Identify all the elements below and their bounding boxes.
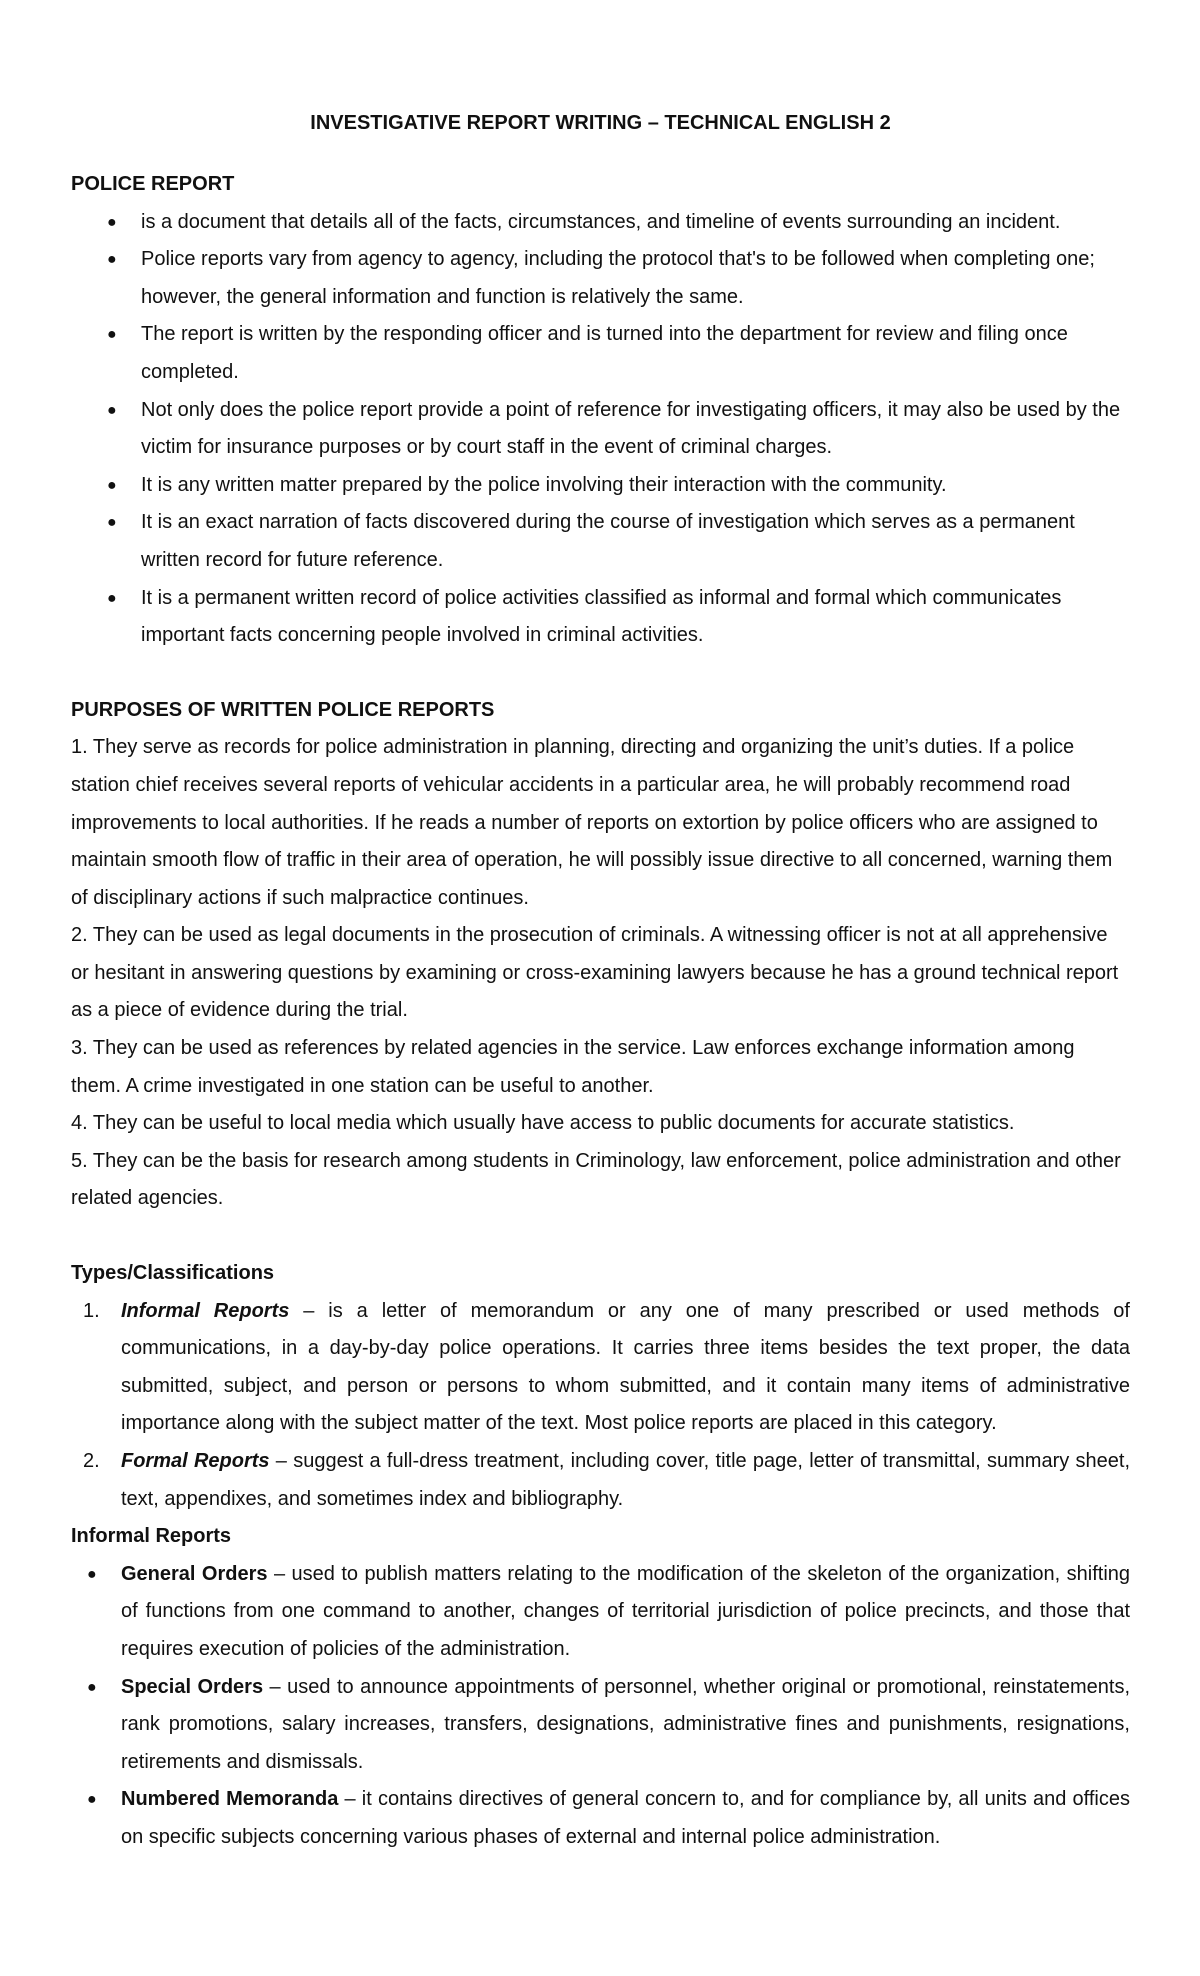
informal-reports-heading: Informal Reports [71, 1525, 232, 1548]
list-item [71, 1293, 1130, 1443]
informal-reports-section [71, 1518, 1130, 1856]
list-item [71, 1669, 1130, 1782]
bullet-icon: ● [107, 401, 117, 419]
list-item: ● It is any written matter prepared by the police involving their interaction with the community. [71, 467, 1130, 505]
purposes-section [71, 692, 1130, 1218]
police-report-section [71, 166, 1130, 655]
bullet-icon: ● [107, 514, 117, 532]
report-term: General Orders [121, 1562, 268, 1585]
section-spacer [71, 655, 1130, 692]
report-description: – used to publish matters relating to the modification of the skeleton of the organization, shifting of functions from one command to another, changes of territorial jurisdiction of police precincts, and those that requires execution of policies of the administration. [121, 1562, 1131, 1660]
report-term: Special Orders [121, 1675, 264, 1698]
bullet-icon: ● [107, 589, 117, 607]
list-item [71, 1781, 1130, 1856]
police-report-heading: POLICE REPORT [71, 173, 235, 195]
report-term: Numbered Memoranda [121, 1788, 339, 1811]
list-number: 2. [83, 1450, 100, 1472]
type-term: Informal Reports [121, 1299, 290, 1322]
purpose-item: 2. They can be used as legal documents in the prosecution of criminals. A witnessing officer is not at all apprehensive or hesitant in answering questions by examining or cross-examining lawyers because he has a ground technical report as a piece of evidence during the trial. [71, 924, 1119, 1022]
types-list [71, 1293, 1130, 1519]
purpose-item: 1. They serve as records for police administration in planning, directing and organizing the unit’s duties. If a police station chief receives several reports of vehicular accidents in a particular area, he will probably recommend road improvements to local authorities. If he reads a number of reports on extortion by police officers who are assigned to maintain smooth flow of traffic in their area of operation, he will possibly issue directive to all concerned, warning them of disciplinary actions if such malpractice continues. [71, 736, 1113, 909]
purposes-heading: PURPOSES OF WRITTEN POLICE REPORTS [71, 698, 495, 721]
bullet-icon: ● [107, 476, 117, 494]
list-item: ● It is an exact narration of facts discovered during the course of investigation which serves as a permanent written record for future reference. [71, 504, 1130, 579]
types-section [71, 1255, 1130, 1518]
list-item [71, 1556, 1130, 1669]
list-item: ● is a document that details all of the facts, circumstances, and timeline of events surrounding an incident. [71, 204, 1130, 242]
bullet-icon: ● [107, 213, 117, 231]
informal-reports-list [71, 1556, 1130, 1857]
bullet-icon: ● [107, 326, 117, 344]
bullet-icon: ● [87, 1565, 97, 1583]
type-term: Formal Reports [121, 1450, 270, 1472]
police-report-bullets [71, 204, 1130, 655]
bullet-icon: ● [87, 1678, 97, 1696]
type-description: – is a letter of memorandum or any one of many prescribed or used methods of communications, in a day-by-day police operations. It carries three items besides the text proper, the data submitted, subject, and person or persons to whom submitted, and it contain many items of administrative importance along with the subject matter of the text. Most police reports are placed in this category. [121, 1299, 1130, 1435]
list-item: ● The report is written by the responding officer and is turned into the department for review and filing once completed. [71, 316, 1130, 391]
purpose-item: 5. They can be the basis for research among students in Criminology, law enforcement, police administration and other related agencies. [71, 1149, 1121, 1210]
bullet-icon: ● [87, 1791, 97, 1809]
document-title: INVESTIGATIVE REPORT WRITING – TECHNICAL ENGLISH 2 [310, 112, 891, 134]
purpose-item: 4. They can be useful to local media which usually have access to public documents for accurate statistics. [71, 1112, 1015, 1135]
section-spacer [71, 1218, 1130, 1255]
bullet-icon: ● [107, 251, 117, 269]
list-item: ● Not only does the police report provide a point of reference for investigating officers, it may also be used by the victim for insurance purposes or by court staff in the event of criminal charges. [71, 392, 1130, 467]
types-heading: Types/Classifications [71, 1262, 275, 1285]
report-description: – it contains directives of general concern to, and for compliance by, all units and offices on specific subjects concerning various phases of external and internal police administration. [121, 1788, 1130, 1848]
list-item: ● It is a permanent written record of police activities classified as informal and formal which communicates important facts concerning people involved in criminal activities. [71, 580, 1130, 655]
list-number: 1. [83, 1299, 100, 1322]
purpose-item: 3. They can be used as references by related agencies in the service. Law enforces exchange information among them. A crime investigated in one station can be useful to another. [71, 1037, 1075, 1097]
list-item [71, 1443, 1130, 1518]
type-description: – suggest a full-dress treatment, including cover, title page, letter of transmittal, summary sheet, text, appendixes, and sometimes index and bibliography. [121, 1450, 1130, 1510]
list-item: ● Police reports vary from agency to agency, including the protocol that's to be followed when completing one; however, the general information and function is relatively the same. [71, 241, 1130, 316]
report-description: – used to announce appointments of personnel, whether original or promotional, reinstatements, rank promotions, salary increases, transfers, designations, administrative fines and punishments, resignations, retirements and dismissals. [121, 1675, 1130, 1773]
